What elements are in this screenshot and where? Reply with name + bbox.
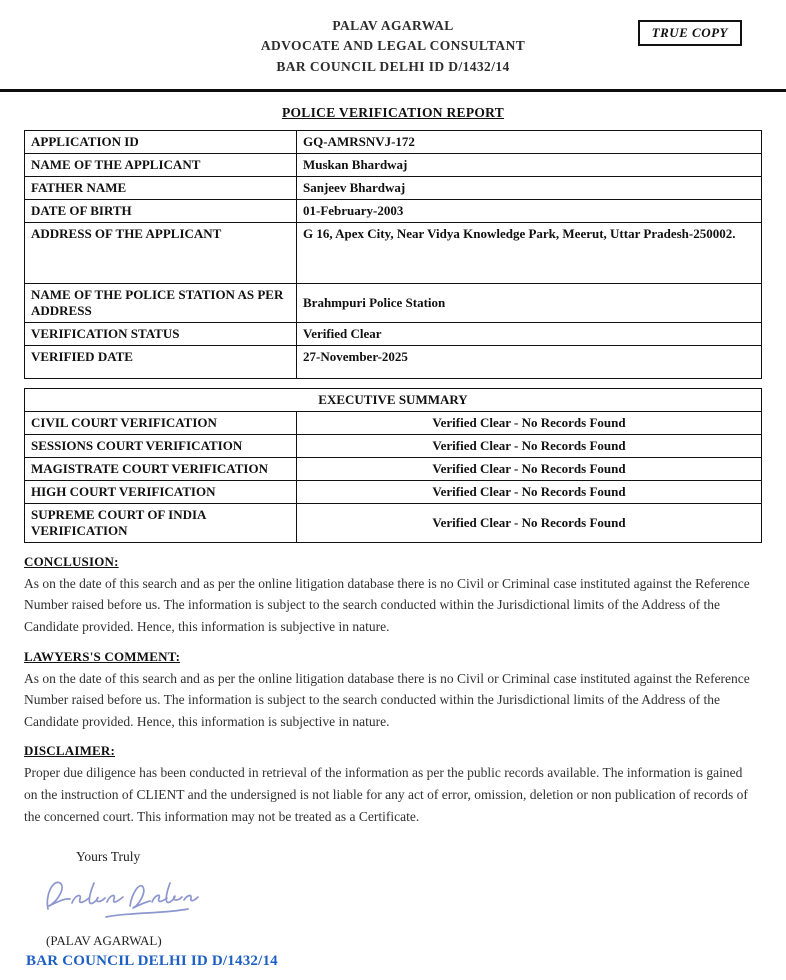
table-row (25, 199, 762, 222)
summary-value: Verified Clear - No Records Found (297, 411, 762, 434)
executive-summary-heading: EXECUTIVE SUMMARY (25, 388, 762, 411)
detail-label: APPLICATION ID (25, 130, 297, 153)
table-row (25, 283, 762, 322)
detail-label: NAME OF THE POLICE STATION AS PER ADDRESS (25, 283, 297, 322)
detail-value: Sanjeev Bhardwaj (297, 176, 762, 199)
table-row (25, 457, 762, 480)
summary-value: Verified Clear - No Records Found (297, 457, 762, 480)
detail-label: VERIFICATION STATUS (25, 322, 297, 345)
summary-label: MAGISTRATE COURT VERIFICATION (25, 457, 297, 480)
table-row (25, 345, 762, 378)
table-row (25, 480, 762, 503)
table-row (25, 411, 762, 434)
lawyers-comment-body: As on the date of this search and as per the online litigation database there is no Civil or Criminal case instituted against the Reference Number raised before us. The information is subject to the search conducted within the Jurisdictional limits of the Address of the Candidate provided. Hence, this information is subjective in nature. (24, 670, 750, 729)
table-row (25, 503, 762, 542)
table-row (25, 322, 762, 345)
table-row (25, 130, 762, 153)
summary-label: HIGH COURT VERIFICATION (25, 480, 297, 503)
summary-label: SESSIONS COURT VERIFICATION (25, 434, 297, 457)
summary-label: SUPREME COURT OF INDIA VERIFICATION (25, 503, 297, 542)
conclusion-heading: CONCLUSION: (24, 553, 119, 569)
table-row (25, 434, 762, 457)
applicant-details-table (24, 130, 762, 379)
table-row (25, 176, 762, 199)
advocate-name: PALAV AGARWAL (332, 18, 454, 33)
header-divider (0, 89, 786, 92)
detail-value: Muskan Bhardwaj (297, 153, 762, 176)
signatory-name: (PALAV AGARWAL) (46, 933, 162, 949)
table-row (25, 153, 762, 176)
lawyers-comment-heading: LAWYERS'S COMMENT: (24, 648, 181, 664)
detail-label: DATE OF BIRTH (25, 199, 297, 222)
footer-bar-id: BAR COUNCIL DELHI ID D/1432/14 (26, 953, 278, 970)
detail-value: Verified Clear (297, 322, 762, 345)
detail-label: ADDRESS OF THE APPLICANT (25, 222, 297, 283)
conclusion-section (24, 554, 762, 638)
advocate-bar-id: BAR COUNCIL DELHI ID D/1432/14 (276, 58, 510, 74)
signature-image (40, 871, 786, 933)
summary-value: Verified Clear - No Records Found (297, 434, 762, 457)
advocate-title: ADVOCATE AND LEGAL CONSULTANT (260, 38, 526, 54)
summary-label: CIVIL COURT VERIFICATION (25, 411, 297, 434)
disclaimer-heading: DISCLAIMER: (24, 743, 116, 759)
lawyers-comment-section (24, 649, 762, 733)
report-title: POLICE VERIFICATION REPORT (281, 104, 505, 120)
table-row (25, 388, 762, 411)
true-copy-stamp: TRUE COPY (638, 20, 742, 46)
summary-value: Verified Clear - No Records Found (297, 480, 762, 503)
executive-summary-table (24, 388, 762, 543)
text-sections (24, 554, 762, 827)
disclaimer-body: Proper due diligence has been conducted in retrieval of the information as per the public records available. The information is gained on the instruction of CLIENT and the undersigned is not liable for any act of error, omission, deletion or non publication of records of the concerned court. This information may not be treated as a Certificate. (24, 765, 748, 824)
summary-value: Verified Clear - No Records Found (297, 503, 762, 542)
detail-value: G 16, Apex City, Near Vidya Knowledge Park, Meerut, Uttar Pradesh-250002. (297, 222, 762, 283)
detail-value: 01-February-2003 (297, 199, 762, 222)
table-row (25, 222, 762, 283)
detail-value: GQ-AMRSNVJ-172 (297, 130, 762, 153)
detail-label: NAME OF THE APPLICANT (25, 153, 297, 176)
conclusion-body: As on the date of this search and as per the online litigation database there is no Civil or Criminal case instituted against the Reference Number raised before us. The information is subject to the search conducted within the Jurisdictional limits of the Address of the Candidate provided. Hence, this information is subjective in nature. (24, 575, 750, 634)
detail-value: Brahmpuri Police Station (297, 283, 762, 322)
detail-value: 27-November-2025 (297, 345, 762, 378)
disclaimer-section (24, 743, 762, 827)
closing-line: Yours Truly (76, 849, 141, 865)
detail-label: FATHER NAME (25, 176, 297, 199)
detail-label: VERIFIED DATE (25, 345, 297, 378)
